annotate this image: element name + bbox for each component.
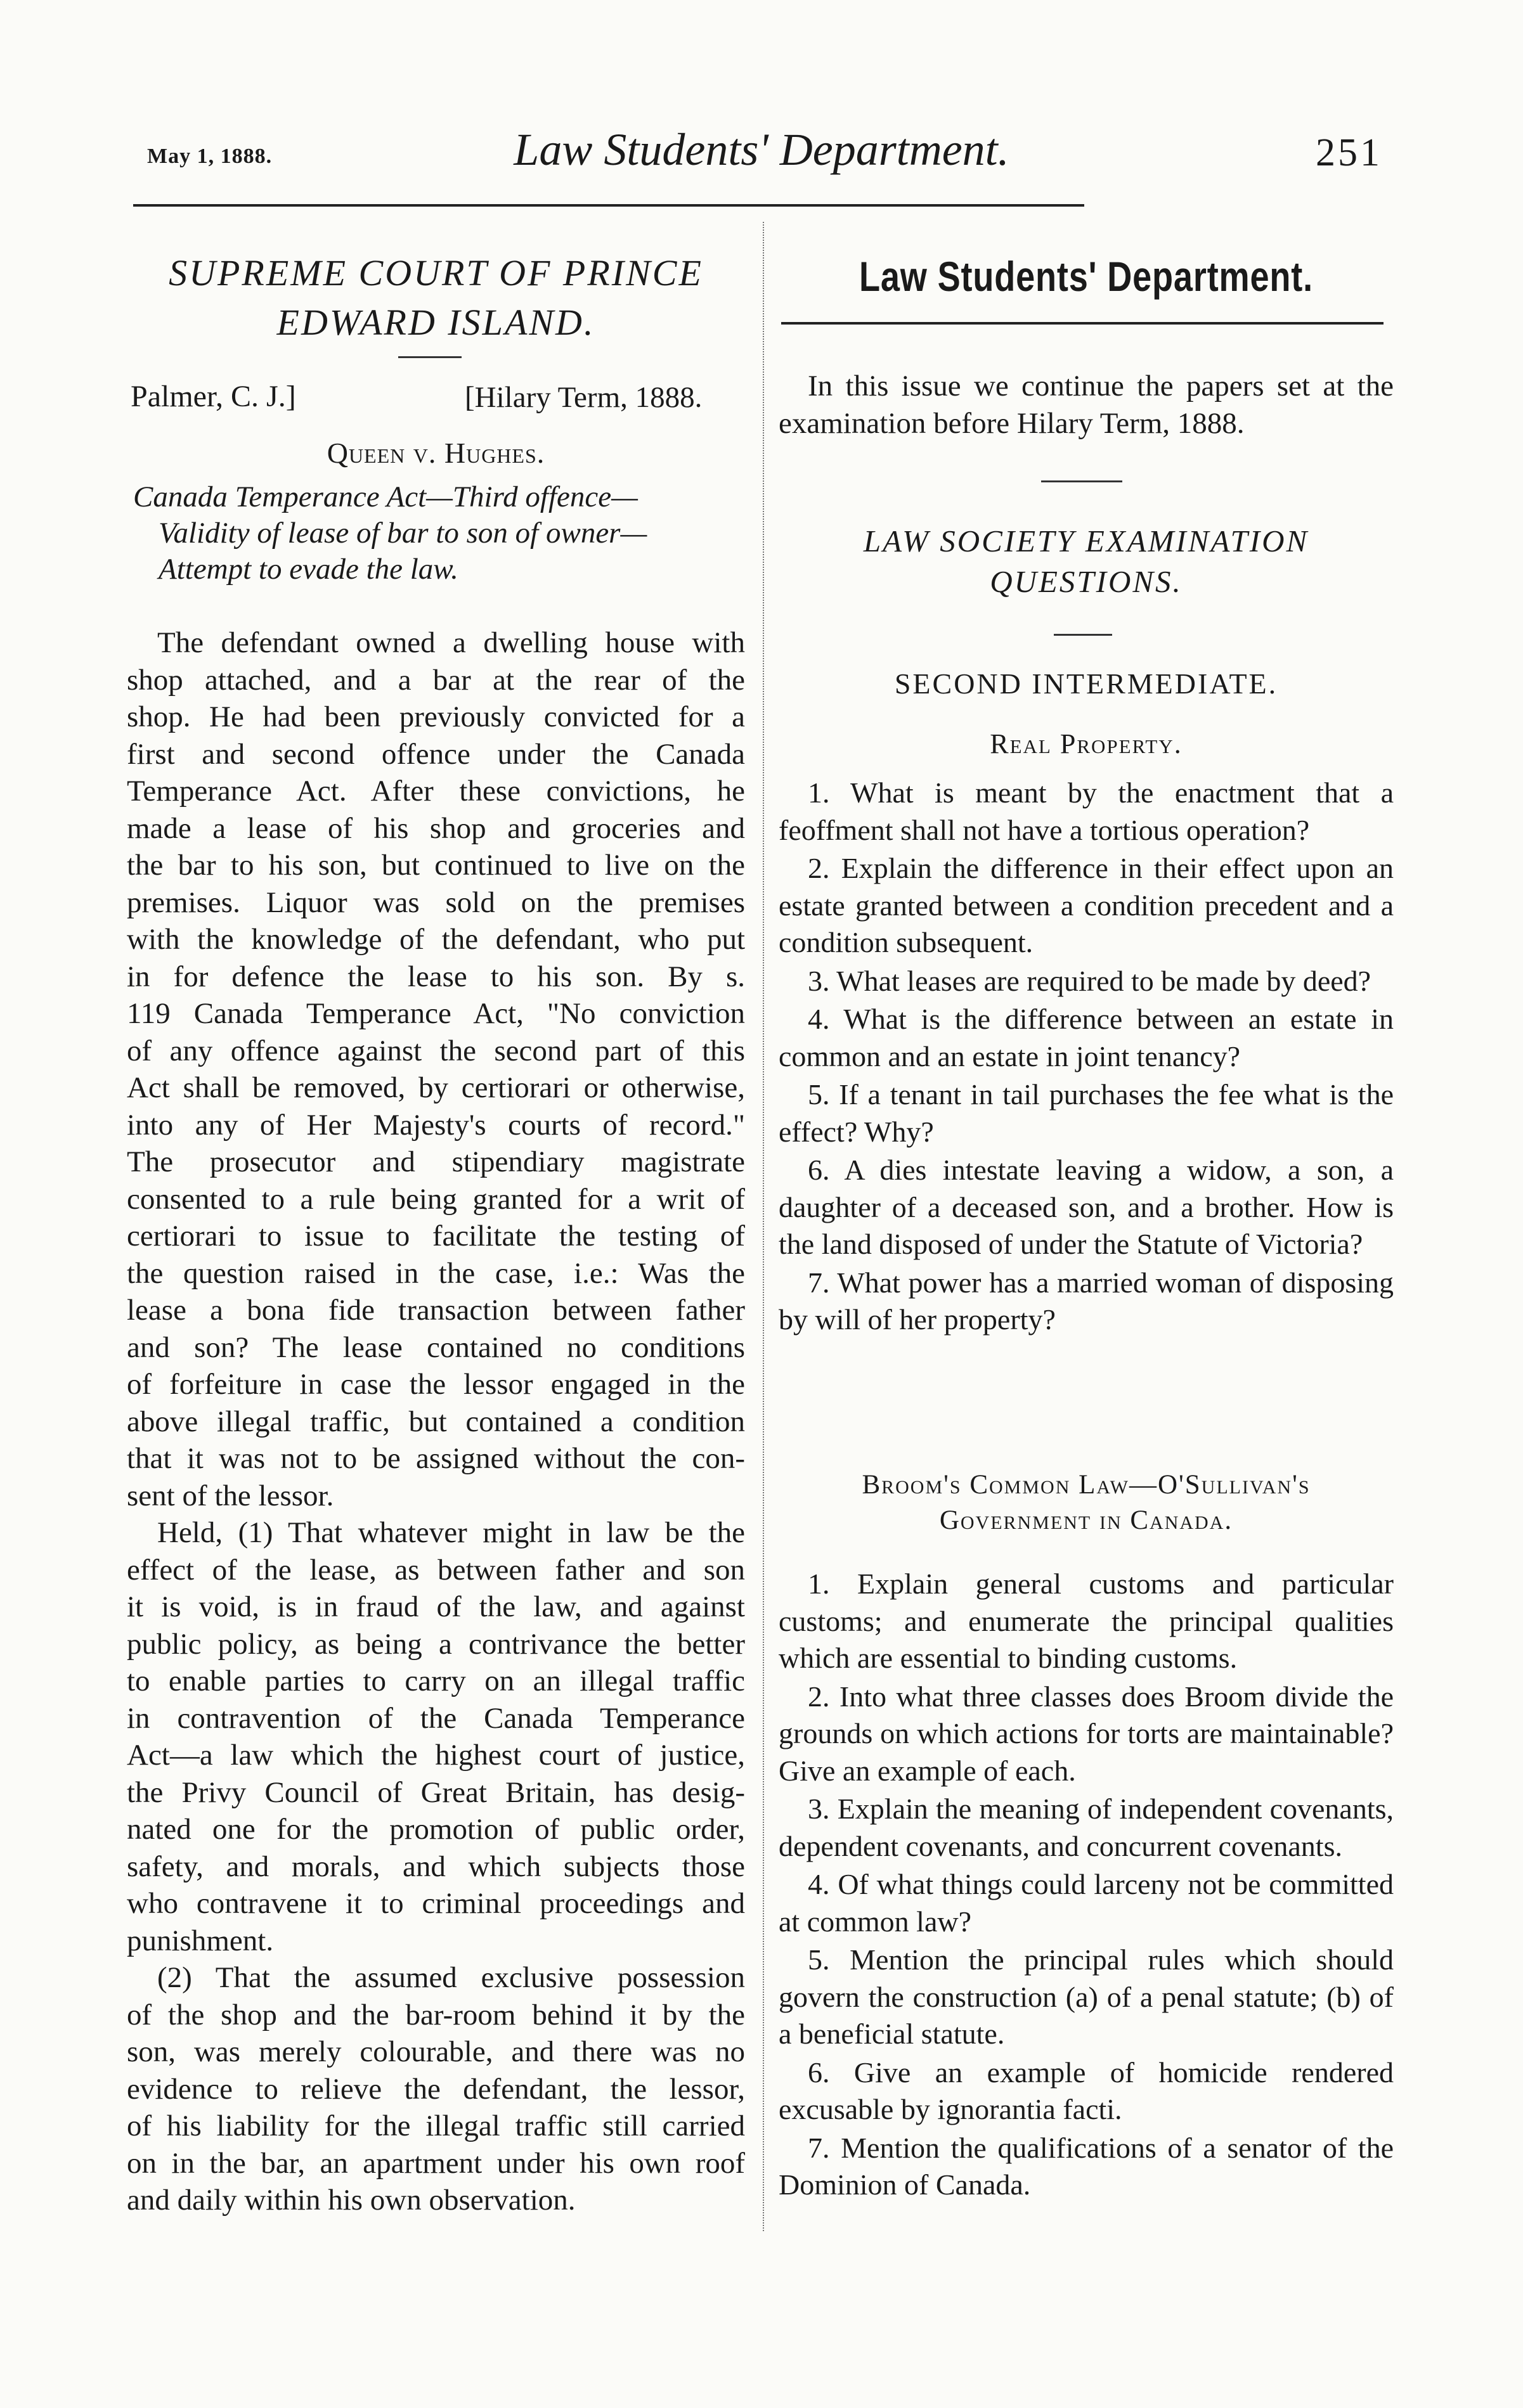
body-line: public policy, as being a contrivance the better — [127, 1627, 745, 1661]
body-line: nated one for the promotion of public order, — [127, 1813, 745, 1846]
body-line: shop. He had been previously convicted for a — [127, 700, 745, 733]
question-item: 5. If a tenant in tail purchases the fee what is the effect? Why? — [779, 1078, 1394, 1148]
body-line: of any offence against the second part of this — [127, 1034, 745, 1067]
body-line: son, was merely colourable, and there was no — [127, 2035, 745, 2068]
body-line: Act—a law which the highest court of justice, — [127, 1739, 745, 1772]
section-title-rule — [781, 322, 1384, 325]
body-line: first and second offence under the Canada — [127, 737, 745, 771]
question-item: 7. What power has a married woman of disposing by will of her property? — [779, 1266, 1394, 1336]
body-line: evidence to relieve the defendant, the lessor, — [127, 2072, 745, 2106]
exam-title-line-1: LAW SOCIETY EXAMINATION — [863, 524, 1309, 558]
question-item: 7. Mention the qualifications of a senator of the Dominion of Canada. — [779, 2131, 1394, 2201]
body-line: 119 Canada Temperance Act, "No conviction — [127, 997, 745, 1030]
running-title: Law Students' Department. — [514, 124, 1009, 175]
question-item: 1. What is meant by the enactment that a feoffment shall not have a tortious operation? — [779, 776, 1394, 846]
body-line: and son? The lease contained no conditions — [127, 1330, 745, 1364]
court-heading-line-2: EDWARD ISLAND. — [276, 302, 595, 343]
body-line: (2) That the assumed exclusive possession — [157, 1961, 745, 1994]
questions-common-law — [779, 1566, 1394, 2204]
question-item: 3. What leases are required to be made by deed? — [808, 964, 1371, 997]
subject-line-2: Government in Canada. — [939, 1505, 1233, 1535]
body-line: it is void, is in fraud of the law, and against — [127, 1590, 745, 1623]
body-line: in for defence the lease to his son. By s. — [127, 960, 745, 993]
subject-common-law — [779, 1467, 1394, 1538]
intro-paragraph — [779, 368, 1394, 442]
body-line: who contravene it to criminal proceedings and — [127, 1887, 745, 1920]
body-line: the Privy Council of Great Britain, has desig- — [127, 1775, 745, 1809]
question-item: 6. Give an example of homicide rendered excusable by ignorantia facti. — [779, 2056, 1394, 2125]
body-line: Held, (1) That whatever might in law be the — [157, 1516, 745, 1549]
body-line: lease a bona fide transaction between father — [127, 1294, 745, 1327]
body-line: to enable parties to carry on an illegal traffic — [127, 1664, 745, 1697]
question-item: 4. Of what things could larceny not be committed at common law? — [779, 1868, 1394, 1938]
body-line: safety, and morals, and which subjects those — [127, 1850, 745, 1883]
body-line: Act shall be removed, by certiorari or otherwise, — [127, 1071, 745, 1104]
body-line: the question raised in the case, i.e.: Was the — [127, 1256, 745, 1290]
headnote — [133, 479, 748, 588]
body-line: above illegal traffic, but contained a condition — [127, 1405, 745, 1438]
body-line: in contravention of the Canada Temperance — [127, 1701, 745, 1735]
body-line: the bar to his son, but continued to live on the — [127, 849, 745, 882]
body-line: The defendant owned a dwelling house with — [157, 626, 745, 659]
case-name: Queen v. Hughes. — [327, 437, 545, 469]
body-line: effect of the lease, as between father and son — [127, 1553, 745, 1587]
question-item: 2. Into what three classes does Broom divide the grounds on which actions for torts are maintainable? Give an example of each. — [779, 1680, 1394, 1787]
body-line: and daily within his own observation. — [127, 2184, 576, 2217]
headnote-line: Canada Temperance Act—Third offence— — [133, 480, 638, 513]
intro-rule — [1041, 480, 1122, 482]
header-rule — [133, 204, 1084, 207]
judge-name: Palmer, C. J.] — [131, 380, 296, 413]
question-item: 1. Explain general customs and particular customs; and enumerate the principal qualities which are essential to binding customs. — [779, 1568, 1394, 1674]
exam-title-line-2: QUESTIONS. — [990, 564, 1183, 599]
question-item: 5. Mention the principal rules which should govern the construction (a) of a penal statute; (b) of a beneficial statute. — [779, 1943, 1394, 2050]
body-line: sent of the lessor. — [127, 1479, 334, 1512]
exam-title — [779, 521, 1394, 602]
subject-line-1: Broom's Common Law—O'Sullivan's — [862, 1470, 1311, 1500]
body-line: of forfeiture in case the lessor engaged in the — [127, 1368, 745, 1401]
intro-text: In this issue we continue the papers set at the examination before Hilary Term, 1888. — [779, 370, 1394, 440]
court-heading-line-1: SUPREME COURT OF PRINCE — [169, 252, 703, 293]
term: [Hilary Term, 1888. — [465, 381, 703, 414]
question-item: 2. Explain the difference in their effect upon an estate granted between a condition precedent and a condition subsequent. — [779, 852, 1394, 958]
court-heading — [127, 248, 745, 347]
body-line: Temperance Act. After these convictions, he — [127, 775, 745, 808]
body-line: with the knowledge of the defendant, who put — [127, 923, 745, 956]
exam-level: SECOND INTERMEDIATE. — [894, 667, 1278, 700]
court-rule — [398, 356, 462, 358]
body-line: punishment. — [127, 1924, 274, 1957]
body-line: of the shop and the bar-room behind it by the — [127, 1998, 745, 2031]
body-line: certiorari to issue to facilitate the testing of — [127, 1220, 745, 1252]
body-line: into any of Her Majesty's courts of record." — [127, 1108, 745, 1142]
page-number: 251 — [1316, 131, 1382, 174]
body-line: that it was not to be assigned without the con- — [127, 1442, 745, 1475]
question-item: 3. Explain the meaning of independent covenants, dependent covenants, and concurrent covenants. — [779, 1793, 1394, 1862]
question-item: 6. A dies intestate leaving a widow, a son, a daughter of a deceased son, and a brother. How is the land disposed of under the Statute of Victoria? — [779, 1154, 1394, 1260]
body-line: of his liability for the illegal traffic still carried — [127, 2109, 745, 2142]
column-divider — [763, 222, 764, 2231]
headnote-line: Attempt to evade the law. — [159, 553, 458, 586]
body-line: made a lease of his shop and groceries and — [127, 811, 745, 845]
question-item: 4. What is the difference between an estate in common and an estate in joint tenancy? — [779, 1003, 1394, 1072]
exam-title-rule — [1054, 634, 1112, 636]
headnote-line: Validity of lease of bar to son of owner— — [159, 517, 647, 550]
body-line: shop attached, and a bar at the rear of the — [127, 663, 745, 697]
body-line: The prosecutor and stipendiary magistrate — [127, 1145, 745, 1178]
section-title: Law Students' Department. — [859, 253, 1313, 300]
header-date: May 1, 1888. — [147, 145, 273, 168]
body-line: consented to a rule being granted for a writ of — [127, 1182, 745, 1216]
body-line: on in the bar, an apartment under his own roof — [127, 2146, 745, 2180]
subject-real-property: Real Property. — [990, 728, 1183, 759]
case-body — [127, 624, 745, 2219]
questions-real-property — [779, 775, 1394, 1339]
body-line: premises. Liquor was sold on the premises — [127, 885, 745, 919]
